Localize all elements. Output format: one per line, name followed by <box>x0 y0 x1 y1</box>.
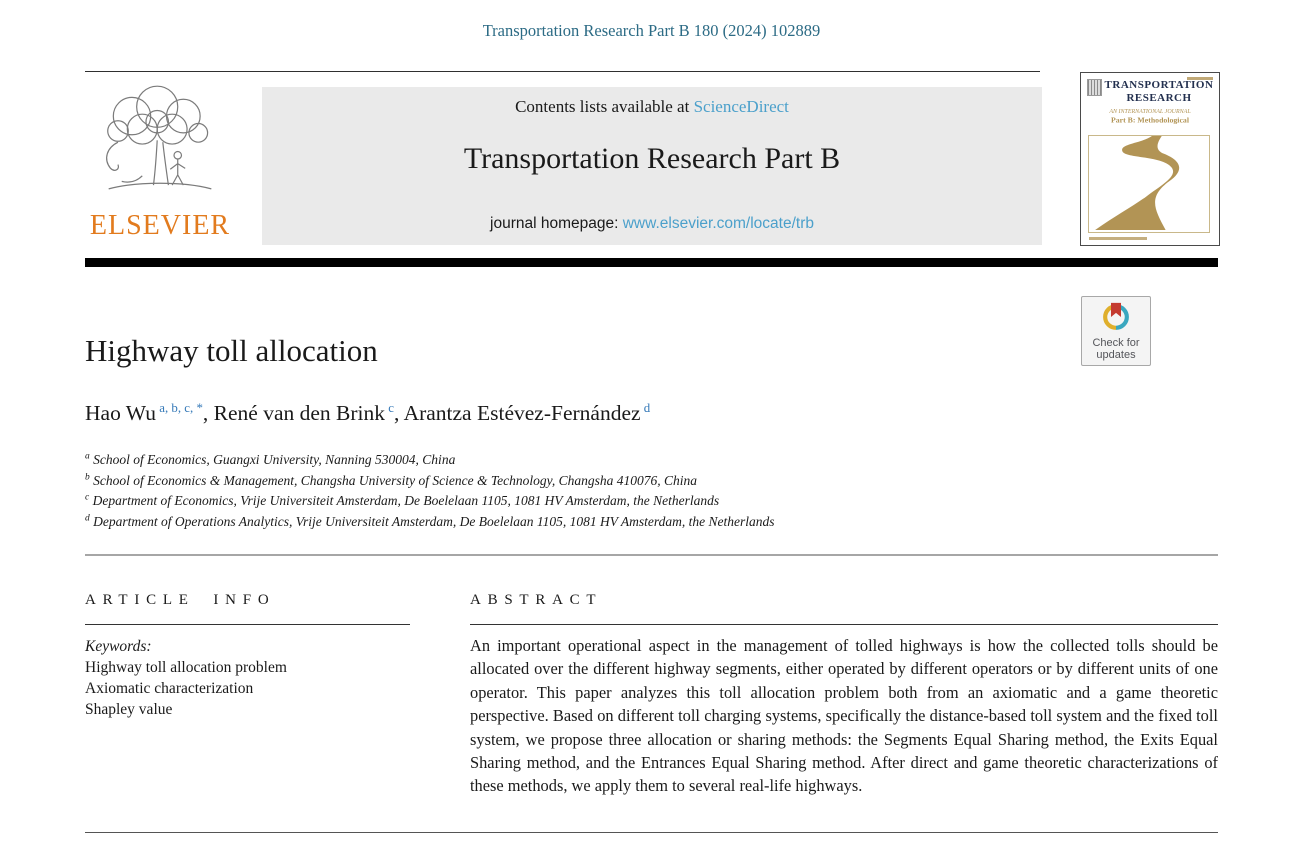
cover-editor-bar <box>1089 237 1147 240</box>
cover-art-frame <box>1088 135 1210 233</box>
keywords-label: Keywords: <box>85 638 152 655</box>
page-bottom-divider <box>85 832 1218 833</box>
article-info-rule <box>85 624 410 625</box>
abstract-text: An important operational aspect in the management of tolled highways is how the collected tolls should be allocated over the different highway segments, either operated by different operators or by different units of one operator. This paper analyzes this toll allocation problem both from an axiomatic and a game theoretic perspective. Based on different toll charging systems, specifically the distance-based toll system and the fixed toll system, we propose three allocation or sharing methods: the Segments Equal Sharing method, the Exits Equal Sharing method, and the Entrances Equal Sharing method. After direct and game theoretic characterizations of these methods, we apply them to several real-life highways. <box>470 636 1218 796</box>
cover-elsevier-mini-logo-icon <box>1087 79 1102 96</box>
contents-line <box>262 97 1042 117</box>
journal-title: Transportation Research Part B <box>463 142 841 175</box>
crossmark-icon <box>1101 302 1131 332</box>
journal-cover-thumbnail[interactable] <box>1080 72 1220 246</box>
article-info-column <box>85 592 410 720</box>
keyword: Highway toll allocation problem <box>85 659 287 676</box>
affiliation: $^b$ School of Economics & Management, Changsha University of Science & Technology, Changsha 410076, China <box>85 472 698 488</box>
affiliation: $^c$ Department of Economics, Vrije Universiteit Amsterdam, De Boelelaan 1105, 1081 HV Amsterdam, the Netherlands <box>85 492 720 509</box>
masthead <box>262 87 1042 245</box>
keywords-list <box>85 657 410 720</box>
cover-subtitle: AN INTERNATIONAL JOURNAL <box>1109 108 1191 115</box>
elsevier-logo <box>85 82 235 246</box>
elsevier-wordmark: ELSEVIER <box>89 210 231 241</box>
abstract-column <box>470 592 1218 798</box>
affiliation: $^a$ School of Economics, Guangxi University, Nanning 530004, China <box>85 451 456 467</box>
keywords-block <box>85 636 410 720</box>
homepage-prefix: journal homepage: <box>490 215 623 232</box>
homepage-link[interactable]: www.elsevier.com/locate/trb <box>622 215 814 232</box>
article-info-heading: ARTICLE INFO <box>85 592 276 608</box>
check-for-updates-badge[interactable] <box>1081 296 1151 366</box>
affiliations <box>85 450 775 532</box>
masthead-rule-thick <box>85 258 1218 267</box>
elsevier-tree-icon <box>90 82 230 208</box>
cover-part-line: Part B: Methodological <box>1111 116 1189 125</box>
journal-citation: Transportation Research Part B 180 (2024) 102889 <box>482 21 821 40</box>
keyword: Shapley value <box>85 701 173 718</box>
contents-prefix: Contents lists available at <box>515 97 694 116</box>
keyword: Axiomatic characterization <box>85 680 254 697</box>
abstract-heading: ABSTRACT <box>470 592 603 608</box>
winding-road-icon <box>1089 136 1207 230</box>
check-for-updates-label: Check for updates <box>1092 337 1140 361</box>
header-divider <box>85 71 1040 72</box>
sciencedirect-link[interactable]: ScienceDirect <box>693 97 789 116</box>
section-divider <box>85 554 1218 556</box>
homepage-line <box>262 215 1042 233</box>
cover-title: TRANSPORTATION RESEARCH <box>1104 79 1214 104</box>
author-line: Hao Wu $^{a, b, c, *}$, René van den Brink $^c$, Arantza Estévez-Fernández $^d$ <box>85 400 651 425</box>
article-title: Highway toll allocation <box>85 333 378 368</box>
affiliation: $^d$ Department of Operations Analytics, Vrije Universiteit Amsterdam, De Boelelaan 1105, 1081 HV Amsterdam, the Netherlands <box>85 513 775 529</box>
abstract-rule <box>470 624 1218 625</box>
